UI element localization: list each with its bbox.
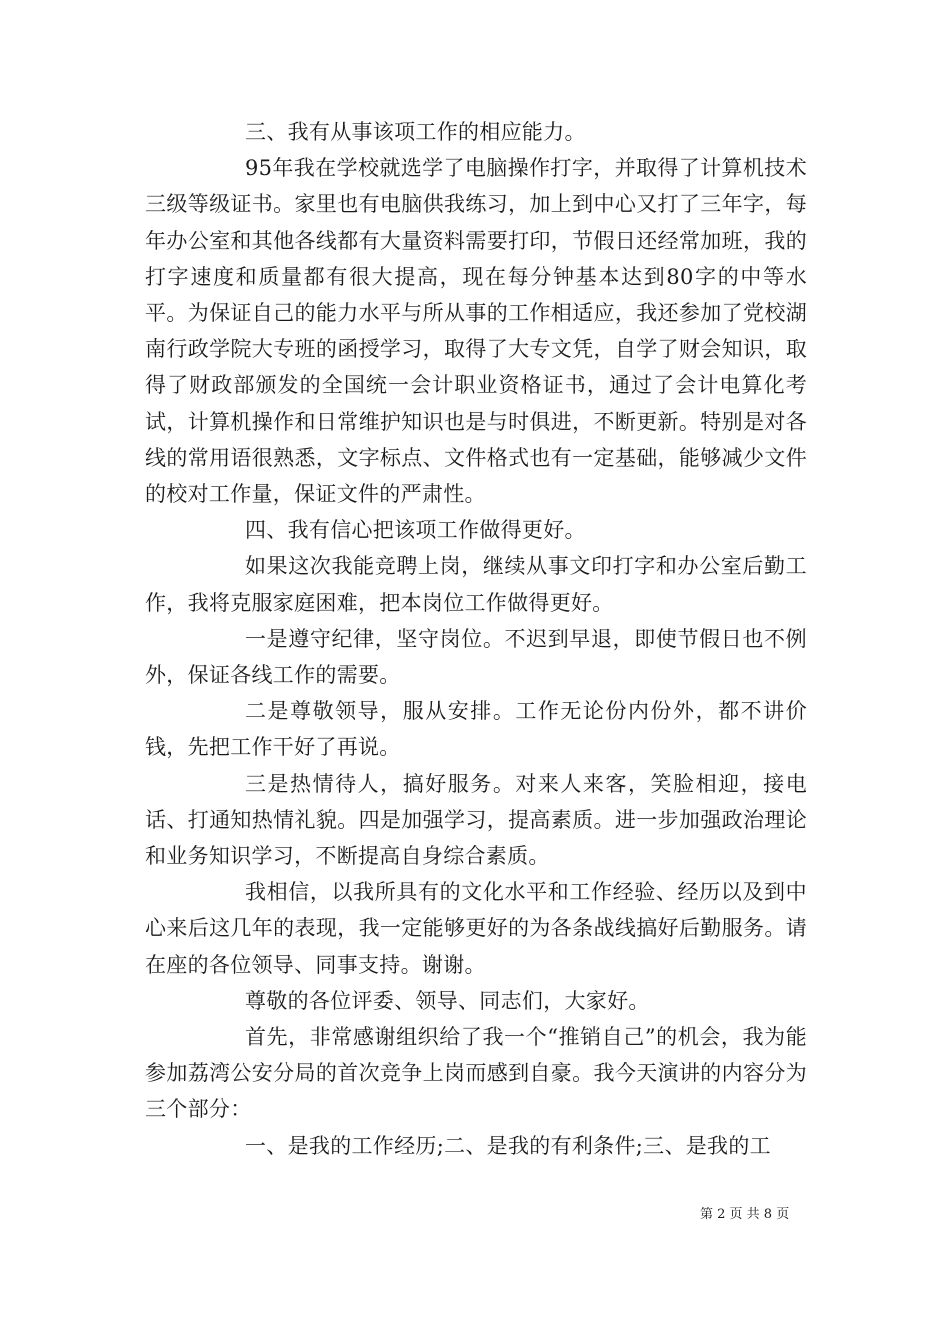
paragraph-introduction: 首先，非常感谢组织给了我一个“推销自己”的机会，我为能参加荔湾公安分局的首次竞争上岗而感到自豪。我今天演讲的内容分为三个部分： <box>145 1025 807 1122</box>
paragraph-ability: 95年我在学校就选学了电脑操作打字，并取得了计算机技术三级等级证书。家里也有电脑供我练习，加上到中心又打了三年字，每年办公室和其他各线都有大量资料需要打印，节假日还经常加班，我的打字速度和质量都有很大提高，现在每分钟基本达到80字的中等水平。为保证自己的能力水平与所从事的工作相适应，我还参加了党校湖南行政学院大专班的函授学习，取得了大专文凭，自学了财会知识，取得了财政部颁发的全国统一会计职业资格证书，通过了会计电算化考试，计算机操作和日常维护知识也是与时俱进，不断更新。特别是对各线的常用语很熟悉，文字标点、文件格式也有一定基础，能够减少文件的校对工作量，保证文件的严肃性。 <box>145 156 807 507</box>
paragraph-point-2: 二是尊敬领导，服从安排。工作无论份内份外，都不讲价钱，先把工作干好了再说。 <box>145 699 807 760</box>
document-body <box>145 114 807 1164</box>
paragraph-commitment: 如果这次我能竞聘上岗，继续从事文印打字和办公室后勤工作，我将克服家庭困难，把本岗位工作做得更好。 <box>145 554 807 615</box>
paragraph-greeting: 尊敬的各位评委、领导、同志们，大家好。 <box>245 988 650 1013</box>
page-number-footer: 第 2 页 共 8 页 <box>700 1207 790 1222</box>
paragraph-point-3-4: 三是热情待人，搞好服务。对来人来客，笑脸相迎，接电话、打通知热情礼貌。四是加强学习，提高素质。进一步加强政治理论和业务知识学习，不断提高自身综合素质。 <box>145 771 807 869</box>
paragraph-outline: 一、是我的工作经历;二、是我的有利条件;三、是我的工 <box>245 1133 771 1158</box>
paragraph-heading-4: 四、我有信心把该项工作做得更好。 <box>245 518 586 543</box>
paragraph-heading-3: 三、我有从事该项工作的相应能力。 <box>245 120 586 144</box>
paragraph-conclusion: 我相信，以我所具有的文化水平和工作经验、经历以及到中心来后这几年的表现，我一定能够更好的为各条战线搞好后勤服务。请在座的各位领导、同事支持。谢谢。 <box>145 880 807 977</box>
paragraph-point-1: 一是遵守纪律，坚守岗位。不迟到早退，即使节假日也不例外，保证各线工作的需要。 <box>145 626 807 688</box>
